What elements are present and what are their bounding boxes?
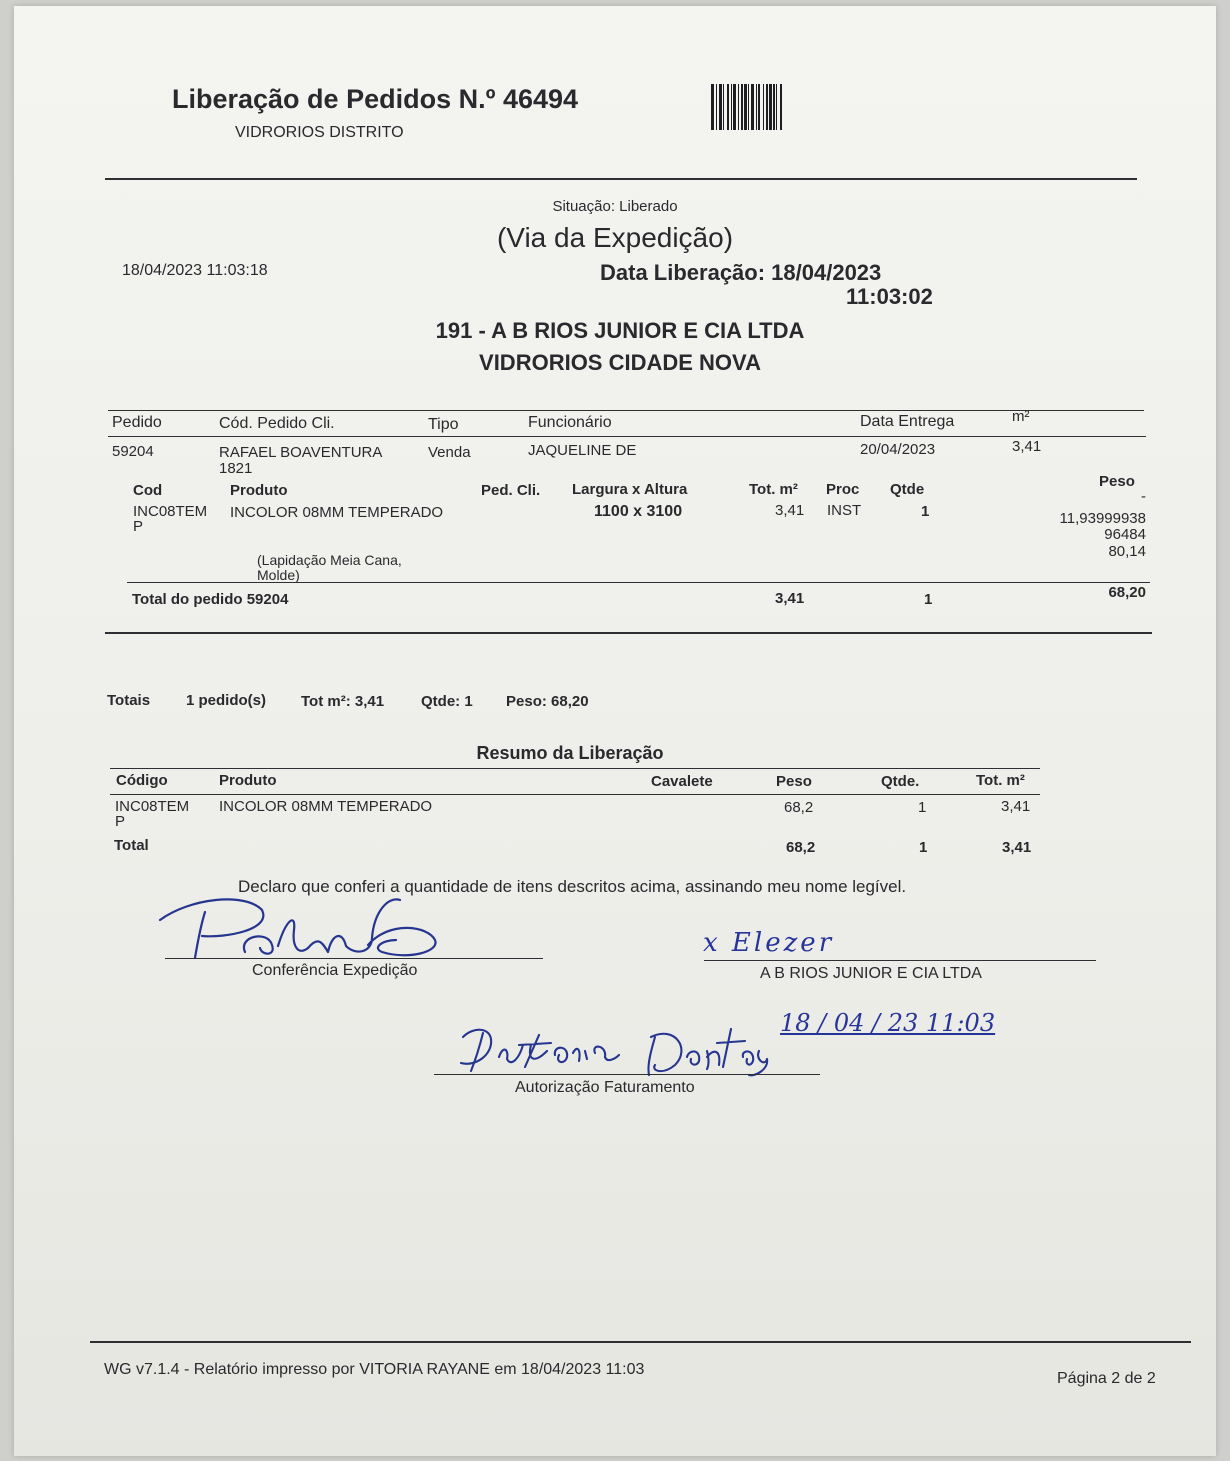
- header-divider: [105, 178, 1137, 180]
- order-table-top-rule: [108, 410, 1144, 411]
- item-tot-m2: 3,41: [775, 502, 805, 519]
- col-m2: m²: [1012, 408, 1030, 425]
- copy-type: (Via da Expedição): [496, 222, 734, 253]
- summary-peso: 68,2: [784, 799, 814, 816]
- summary-col-cavalete: Cavalete: [651, 773, 713, 790]
- item-col-peso: Peso: [1099, 473, 1135, 490]
- release-date: Data Liberação: 18/04/2023: [600, 260, 882, 285]
- signature-label-expedition: Conferência Expedição: [252, 962, 418, 979]
- col-pedido: Pedido: [112, 414, 162, 431]
- col-data-entrega: Data Entrega: [860, 413, 955, 430]
- order-cod-cli-value-2: 1821: [219, 460, 253, 477]
- document-title: Liberação de Pedidos N.º 46494: [172, 84, 579, 114]
- summary-col-tot-m2: Tot. m²: [976, 772, 1025, 789]
- order-m2-value: 3,41: [1012, 438, 1042, 455]
- totals-peso: Peso: 68,20: [506, 693, 589, 710]
- issuer-name: VIDRORIOS DISTRITO: [235, 124, 404, 141]
- summary-col-qtde: Qtde.: [881, 773, 920, 790]
- item-cod-2: P: [133, 518, 144, 535]
- signature-client-handwritten: x Elezer: [703, 928, 835, 958]
- summary-tot-m2: 3,41: [1001, 798, 1031, 815]
- item-dimensions: 1100 x 3100: [594, 503, 683, 520]
- summary-col-peso: Peso: [776, 773, 812, 790]
- barcode: [711, 84, 891, 130]
- item-col-largura-altura: Largura x Altura: [572, 481, 688, 498]
- client-name: 191 - A B RIOS JUNIOR E CIA LTDA: [435, 318, 805, 343]
- footer-page-number: Página 2 de 2: [1057, 1370, 1156, 1387]
- situation-text: Situação: Liberado: [552, 198, 678, 215]
- item-peso-line-1: 11,93999938: [1059, 510, 1146, 527]
- item-col-qtde: Qtde: [890, 481, 925, 498]
- totals-qtde: Qtde: 1: [421, 693, 473, 710]
- order-pedido-value: 59204: [112, 443, 154, 460]
- signature-expedition: [150, 890, 450, 965]
- order-section-divider: [105, 632, 1152, 634]
- signature-label-billing: Autorização Faturamento: [515, 1079, 695, 1096]
- col-funcionario: Funcionário: [528, 414, 612, 431]
- order-funcionario-value: JAQUELINE DE: [528, 442, 637, 459]
- item-col-produto: Produto: [230, 482, 288, 499]
- summary-total-label: Total: [114, 837, 149, 854]
- item-peso-line-2: 96484: [1104, 526, 1146, 543]
- item-cod: INC08TEM: [133, 503, 208, 520]
- order-total-rule: [127, 582, 1150, 583]
- item-processing-note: (Lapidação Meia Cana,: [257, 552, 402, 568]
- item-col-ped-cli: Ped. Cli.: [481, 482, 541, 499]
- order-total-label: Total do pedido 59204: [132, 591, 289, 608]
- order-data-entrega-value: 20/04/2023: [860, 441, 936, 458]
- summary-codigo: INC08TEM: [115, 798, 190, 815]
- signature-line-expedition: [165, 958, 543, 959]
- order-tipo-value: Venda: [428, 444, 471, 461]
- summary-produto: INCOLOR 08MM TEMPERADO: [219, 798, 433, 815]
- order-header-rule: [108, 436, 1146, 437]
- summary-top-rule: [110, 768, 1040, 769]
- item-qtde: 1: [921, 503, 930, 520]
- order-total-qtde: 1: [924, 591, 933, 608]
- summary-header-rule: [110, 794, 1040, 795]
- item-col-cod: Cod: [133, 482, 163, 499]
- order-total-m2: 3,41: [775, 590, 805, 607]
- item-col-proc: Proc: [826, 481, 860, 498]
- summary-total-tot-m2: 3,41: [1002, 839, 1032, 856]
- order-total-peso: 68,20: [1108, 584, 1146, 601]
- col-tipo: Tipo: [428, 416, 459, 433]
- summary-col-produto: Produto: [219, 772, 277, 789]
- totals-m2: Tot m²: 3,41: [301, 693, 385, 710]
- summary-qtde: 1: [918, 799, 927, 816]
- client-branch: VIDRORIOS CIDADE NOVA: [479, 350, 761, 375]
- summary-title: Resumo da Liberação: [476, 743, 664, 763]
- item-produto: INCOLOR 08MM TEMPERADO: [230, 504, 444, 521]
- item-peso-line-3: 80,14: [1108, 543, 1146, 560]
- col-cod-pedido-cli: Cód. Pedido Cli.: [219, 415, 335, 432]
- footer-divider: [90, 1341, 1191, 1343]
- signature-label-client: A B RIOS JUNIOR E CIA LTDA: [760, 965, 982, 982]
- summary-codigo-2: P: [115, 813, 126, 830]
- signature-line-client: [704, 960, 1096, 961]
- summary-total-peso: 68,2: [786, 839, 816, 856]
- totals-label: Totais: [107, 692, 151, 709]
- totals-pedidos: 1 pedido(s): [186, 692, 267, 709]
- item-processing-note-2: Molde): [257, 567, 300, 583]
- summary-total-qtde: 1: [919, 839, 928, 856]
- declaration-text: Declaro que conferi a quantidade de itens descritos acima, assinando meu nome legível.: [238, 877, 907, 896]
- footer-printed-by: WG v7.1.4 - Relatório impresso por VITORIA RAYANE em 18/04/2023 11:03: [104, 1361, 645, 1378]
- print-datetime: 18/04/2023 11:03:18: [122, 262, 268, 279]
- release-time: 11:03:02: [846, 284, 933, 309]
- item-proc: INST: [827, 502, 862, 519]
- item-peso-dash: -: [1141, 488, 1146, 505]
- order-cod-cli-value: RAFAEL BOAVENTURA: [219, 444, 383, 461]
- item-col-tot-m2: Tot. m²: [749, 481, 798, 498]
- summary-col-codigo: Código: [116, 772, 168, 789]
- handwritten-date: 18 / 04 / 23 11:03: [780, 1009, 996, 1037]
- signature-line-billing: [434, 1074, 820, 1075]
